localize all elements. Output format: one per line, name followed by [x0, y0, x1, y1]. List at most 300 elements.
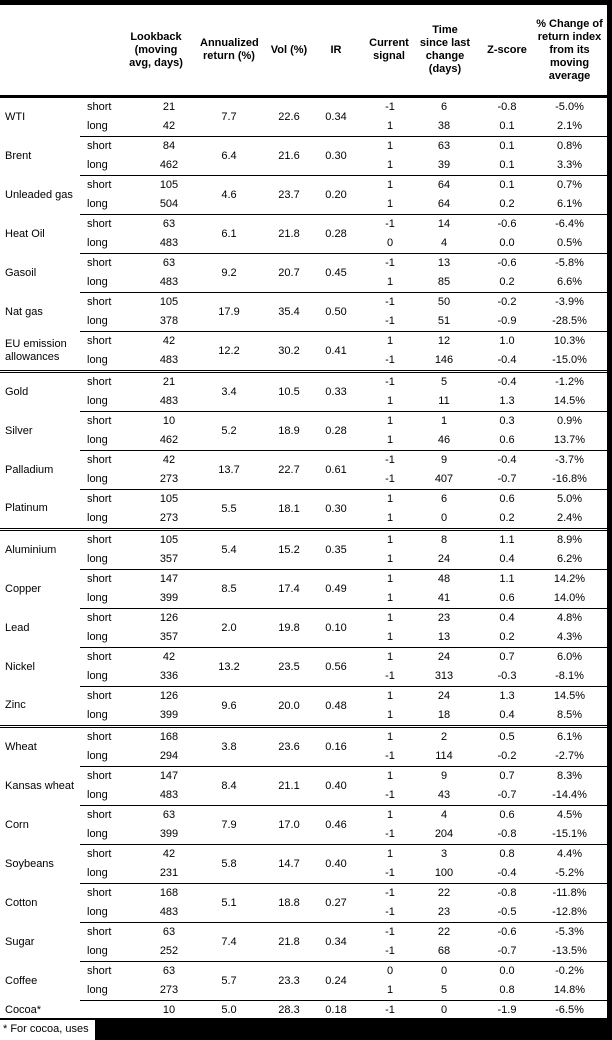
lookback-cell: 84 — [126, 137, 198, 157]
zscore-cell: 0.1 — [499, 159, 515, 171]
ir-cell: 0.28 — [318, 215, 354, 254]
annualized-return-cell: 5.0 — [198, 1001, 260, 1021]
commodity-name-cell: Silver — [5, 424, 33, 437]
zscore-cell: 1.3 — [482, 687, 532, 707]
time-since-change-cell: 48 — [416, 570, 482, 590]
time-since-change-cell: 8 — [416, 530, 482, 551]
lookback-cell: 231 — [159, 867, 179, 879]
vol-cell: 17.0 — [260, 806, 318, 845]
leg-cell: short — [80, 884, 126, 904]
table-row — [0, 332, 607, 352]
signal-cell: 0 — [386, 237, 394, 249]
zscore-cell: 0.2 — [499, 512, 515, 524]
lookback-cell: 105 — [126, 293, 198, 313]
signal-cell: 1 — [354, 570, 416, 590]
commodity-name-cell: Kansas wheat — [5, 779, 75, 792]
header-vol: Vol (%) — [260, 5, 318, 97]
redaction-bar — [95, 1020, 612, 1040]
leg-cell: long — [87, 315, 108, 327]
zscore-cell: 0.4 — [499, 553, 515, 565]
zscore-cell: -0.9 — [497, 315, 517, 327]
time-since-change-cell: 12 — [416, 332, 482, 352]
time-since-change-cell: 0 — [416, 1001, 482, 1021]
pct-change-cell: -2.7% — [555, 750, 584, 762]
lookback-cell: 294 — [159, 750, 179, 762]
signal-cell: -1 — [385, 315, 395, 327]
pct-change-cell: -3.7% — [532, 451, 607, 471]
pct-change-cell: 6.6% — [556, 276, 583, 288]
lookback-cell: 336 — [159, 670, 179, 682]
signal-cell: -1 — [354, 215, 416, 235]
table-row — [0, 412, 607, 432]
pct-change-cell: 8.9% — [532, 530, 607, 551]
signal-cell: 1 — [354, 648, 416, 668]
signal-cell: 1 — [354, 332, 416, 352]
annualized-return-cell: 8.5 — [198, 570, 260, 609]
leg-cell: short — [80, 176, 126, 196]
leg-cell: long — [87, 789, 108, 801]
pct-change-cell: 0.9% — [532, 412, 607, 432]
table-row — [0, 372, 607, 393]
time-since-change-cell: 0 — [440, 512, 448, 524]
time-since-change-cell: 64 — [437, 198, 451, 210]
ir-cell: 0.30 — [318, 137, 354, 176]
zscore-cell: -0.8 — [482, 884, 532, 904]
signal-cell: -1 — [354, 451, 416, 471]
commodity-name-cell: Heat Oil — [5, 227, 45, 240]
vol-cell: 21.8 — [260, 923, 318, 962]
time-since-change-cell: 14 — [416, 215, 482, 235]
ir-cell: 0.50 — [318, 293, 354, 332]
pct-change-cell: 14.8% — [553, 984, 586, 996]
annualized-return-cell: 5.1 — [198, 884, 260, 923]
vol-cell: 10.5 — [260, 372, 318, 412]
vol-cell: 14.7 — [260, 845, 318, 884]
leg-cell: short — [80, 530, 126, 551]
lookback-cell: 21 — [162, 101, 176, 113]
ir-cell: 0.40 — [318, 845, 354, 884]
lookback-cell: 63 — [126, 215, 198, 235]
annualized-return-cell: 4.6 — [198, 176, 260, 215]
commodity-name-cell: Copper — [5, 582, 42, 595]
vol-cell: 20.7 — [260, 254, 318, 293]
zscore-cell: 0.6 — [482, 806, 532, 826]
pct-change-cell: 6.0% — [532, 648, 607, 668]
vol-cell: 21.1 — [260, 767, 318, 806]
table-row — [0, 687, 607, 707]
ir-cell: 0.40 — [318, 767, 354, 806]
zscore-cell: -0.2 — [482, 293, 532, 313]
signal-cell: 1 — [354, 806, 416, 826]
commodity-name-cell: Corn — [5, 818, 29, 831]
pct-change-cell: 4.3% — [556, 631, 583, 643]
pct-change-cell: 14.5% — [532, 687, 607, 707]
time-since-change-cell: 13 — [416, 254, 482, 274]
vol-cell: 35.4 — [260, 293, 318, 332]
ir-cell: 0.35 — [318, 530, 354, 570]
zscore-cell: 1.3 — [499, 395, 515, 407]
vol-cell: 17.4 — [260, 570, 318, 609]
vol-cell: 23.7 — [260, 176, 318, 215]
lookback-cell: 462 — [159, 159, 179, 171]
commodity-name-cell: Soybeans — [5, 857, 54, 870]
vol-cell: 18.8 — [260, 884, 318, 923]
leg-cell: short — [80, 962, 126, 982]
time-since-change-cell: 46 — [437, 434, 451, 446]
leg-cell: long — [87, 553, 108, 565]
time-since-change-cell: 24 — [437, 553, 451, 565]
commodity-name-cell: Unleaded gas — [5, 188, 73, 201]
zscore-cell: -0.6 — [482, 215, 532, 235]
pct-change-cell: 10.3% — [532, 332, 607, 352]
table-row — [0, 176, 607, 196]
time-since-change-cell: 2 — [416, 727, 482, 748]
time-since-change-cell: 63 — [416, 137, 482, 157]
zscore-cell: 0.3 — [482, 412, 532, 432]
zscore-cell: -0.4 — [497, 867, 517, 879]
lookback-cell: 63 — [126, 962, 198, 982]
leg-cell: short — [80, 215, 126, 235]
commodity-name-cell: EU emission allowances — [5, 337, 67, 363]
pct-change-cell: -5.3% — [532, 923, 607, 943]
leg-cell: short — [80, 490, 126, 510]
signal-cell: 1 — [386, 592, 394, 604]
leg-cell: short — [80, 293, 126, 313]
pct-change-cell: -6.5% — [532, 1001, 607, 1021]
signal-cell: 1 — [354, 412, 416, 432]
commodity-name-cell: Wheat — [0, 727, 80, 767]
commodity-name-cell: Cotton — [5, 896, 38, 909]
lookback-cell: 357 — [159, 631, 179, 643]
pct-change-cell: -5.0% — [555, 101, 584, 113]
zscore-cell: 0.5 — [482, 727, 532, 748]
time-since-change-cell: 4 — [416, 806, 482, 826]
pct-change-cell: 0.7% — [532, 176, 607, 196]
header-zscore: Z-score — [482, 5, 532, 97]
zscore-cell: 0.6 — [499, 434, 515, 446]
signal-cell: -1 — [385, 670, 395, 682]
signal-cell: -1 — [385, 354, 395, 366]
lookback-cell: 378 — [159, 315, 179, 327]
table-header — [0, 5, 607, 97]
table-row — [0, 530, 607, 551]
ir-cell: 0.49 — [318, 570, 354, 609]
commodity-name-cell: Brent — [5, 149, 32, 162]
lookback-cell: 399 — [159, 592, 179, 604]
signal-cell: -1 — [385, 101, 395, 113]
zscore-cell: 0.1 — [499, 120, 515, 132]
table-row — [0, 97, 607, 118]
zscore-cell: -0.8 — [497, 101, 517, 113]
pct-change-cell: 8.5% — [556, 709, 583, 721]
leg-cell: long — [87, 120, 108, 132]
time-since-change-cell: 24 — [416, 648, 482, 668]
commodity-name-cell: Nickel — [5, 660, 35, 673]
commodity-name-cell: Platinum — [5, 502, 48, 515]
leg-cell: short — [87, 101, 112, 113]
signal-cell: 1 — [354, 845, 416, 865]
commodity-name-cell: Zinc — [5, 699, 26, 712]
vol-cell: 20.0 — [260, 687, 318, 727]
pct-change-cell: -6.4% — [532, 215, 607, 235]
leg-cell: long — [87, 750, 108, 762]
signal-cell: -1 — [385, 473, 395, 485]
leg-cell: long — [87, 395, 108, 407]
time-since-change-cell: 9 — [416, 767, 482, 787]
leg-cell: long — [87, 670, 108, 682]
time-since-change-cell: 146 — [434, 354, 454, 366]
pct-change-cell: 13.7% — [553, 434, 586, 446]
header-annualized-return: Annualized return (%) — [198, 5, 260, 97]
ir-cell: 0.61 — [318, 451, 354, 490]
time-since-change-cell: 51 — [437, 315, 451, 327]
pct-change-cell: -11.8% — [532, 884, 607, 904]
pct-change-cell: 8.3% — [532, 767, 607, 787]
commodity-name-cell: Sugar — [5, 935, 35, 948]
header-commodity — [0, 5, 80, 97]
signal-cell: 1 — [386, 120, 394, 132]
commodity-name-cell: Aluminium — [0, 530, 80, 570]
lookback-cell: 21 — [126, 372, 198, 393]
leg-cell: long — [87, 276, 108, 288]
signal-cell: -1 — [385, 945, 395, 957]
lookback-cell: 42 — [126, 648, 198, 668]
vol-cell: 18.9 — [260, 412, 318, 451]
pct-change-cell: -5.8% — [532, 254, 607, 274]
annualized-return-cell: 13.7 — [198, 451, 260, 490]
time-since-change-cell: 407 — [434, 473, 454, 485]
leg-cell: short — [80, 806, 126, 826]
pct-change-cell: -3.9% — [532, 293, 607, 313]
commodity-name-cell: Nat gas — [5, 305, 43, 318]
zscore-cell: 0.2 — [499, 198, 515, 210]
lookback-cell: 399 — [159, 828, 179, 840]
header-current-signal: Current signal — [354, 5, 416, 97]
time-since-change-cell: 4 — [440, 237, 448, 249]
ir-cell: 0.20 — [318, 176, 354, 215]
pct-change-cell: -16.8% — [552, 473, 587, 485]
table-row — [0, 451, 607, 471]
time-since-change-cell: 5 — [416, 372, 482, 393]
annualized-return-cell: 5.7 — [198, 962, 260, 1001]
lookback-cell: 42 — [162, 120, 176, 132]
table-row — [0, 215, 607, 235]
lookback-cell: 105 — [126, 530, 198, 551]
zscore-cell: -0.7 — [497, 473, 517, 485]
zscore-cell: 0.7 — [482, 767, 532, 787]
vol-cell: 22.7 — [260, 451, 318, 490]
zscore-cell: -0.2 — [497, 750, 517, 762]
lookback-cell: 105 — [126, 490, 198, 510]
zscore-cell: 0.0 — [482, 962, 532, 982]
lookback-cell: 483 — [159, 276, 179, 288]
signal-cell: 1 — [386, 709, 394, 721]
signal-cell: 1 — [386, 553, 394, 565]
time-since-change-cell: 5 — [440, 984, 448, 996]
time-since-change-cell: 18 — [437, 709, 451, 721]
zscore-cell: 0.2 — [499, 276, 515, 288]
commodity-name-cell: Gasoil — [5, 266, 37, 279]
time-since-change-cell: 39 — [437, 159, 451, 171]
leg-cell: long — [87, 512, 108, 524]
time-since-change-cell: 204 — [434, 828, 454, 840]
signal-cell: -1 — [354, 884, 416, 904]
pct-change-cell: -1.2% — [532, 372, 607, 393]
lookback-cell: 42 — [126, 332, 198, 352]
ir-cell: 0.30 — [318, 490, 354, 530]
table-row — [0, 293, 607, 313]
lookback-cell: 168 — [126, 727, 198, 748]
table-header-row — [0, 5, 607, 97]
annualized-return-cell: 12.2 — [198, 332, 260, 372]
lookback-cell: 273 — [159, 473, 179, 485]
zscore-cell: 0.1 — [482, 137, 532, 157]
lookback-cell: 10 — [126, 412, 198, 432]
signal-cell: 1 — [354, 490, 416, 510]
vol-cell: 23.3 — [260, 962, 318, 1001]
ir-cell: 0.27 — [318, 884, 354, 923]
lookback-cell: 483 — [159, 354, 179, 366]
commodity-name-cell: Cocoa* — [5, 1003, 42, 1016]
commodity-name-cell: Gold — [0, 372, 80, 412]
pct-change-cell: -8.1% — [555, 670, 584, 682]
time-since-change-cell: 313 — [434, 670, 454, 682]
commodity-name-cell: WTI — [5, 110, 26, 123]
table-row — [0, 137, 607, 157]
table-row — [0, 254, 607, 274]
leg-cell: long — [87, 592, 108, 604]
leg-cell: long — [87, 198, 108, 210]
vol-cell: 21.6 — [260, 137, 318, 176]
table-row — [0, 570, 607, 590]
ir-cell: 0.16 — [318, 727, 354, 767]
leg-cell: long — [87, 906, 108, 918]
ir-cell: 0.18 — [318, 1001, 354, 1021]
ir-cell: 0.24 — [318, 962, 354, 1001]
annualized-return-cell: 6.1 — [198, 215, 260, 254]
signal-cell: -1 — [385, 867, 395, 879]
time-since-change-cell: 9 — [416, 451, 482, 471]
vol-cell: 18.1 — [260, 490, 318, 530]
leg-cell: short — [80, 332, 126, 352]
annualized-return-cell: 5.2 — [198, 412, 260, 451]
time-since-change-cell: 100 — [434, 867, 454, 879]
time-since-change-cell: 6 — [440, 101, 448, 113]
zscore-cell: -1.9 — [482, 1001, 532, 1021]
pct-change-cell: 14.0% — [553, 592, 586, 604]
zscore-cell: -0.6 — [482, 923, 532, 943]
header-leg — [80, 5, 126, 97]
time-since-change-cell: 38 — [437, 120, 451, 132]
leg-cell: long — [87, 631, 108, 643]
time-since-change-cell: 114 — [435, 750, 453, 762]
footnote-bar — [0, 1018, 612, 1040]
pct-change-cell: -13.5% — [552, 945, 587, 957]
header-pct-change: % Change of return index from its moving average — [532, 5, 607, 97]
table-row — [0, 806, 607, 826]
signal-cell: -1 — [385, 828, 395, 840]
signal-cell: 1 — [354, 727, 416, 748]
leg-cell: short — [80, 648, 126, 668]
signal-cell: 1 — [386, 434, 394, 446]
leg-cell: long — [87, 159, 108, 171]
pct-change-cell: 0.5% — [556, 237, 583, 249]
leg-cell: long — [87, 709, 108, 721]
lookback-cell: 483 — [159, 237, 179, 249]
zscore-cell: 0.0 — [499, 237, 515, 249]
zscore-cell: 0.4 — [499, 709, 515, 721]
time-since-change-cell: 43 — [437, 789, 451, 801]
pct-change-cell: 2.4% — [556, 512, 583, 524]
pct-change-cell: 4.5% — [532, 806, 607, 826]
lookback-cell: 357 — [159, 553, 179, 565]
pct-change-cell: 0.8% — [532, 137, 607, 157]
ir-cell: 0.28 — [318, 412, 354, 451]
leg-cell: short — [80, 727, 126, 748]
time-since-change-cell: 22 — [416, 923, 482, 943]
time-since-change-cell: 68 — [437, 945, 451, 957]
signal-cell: -1 — [385, 789, 395, 801]
signal-cell: -1 — [354, 1001, 416, 1021]
table-row — [0, 962, 607, 982]
table-row — [0, 609, 607, 629]
signal-cell: 0 — [354, 962, 416, 982]
signal-cell: -1 — [354, 372, 416, 393]
signal-cell: -1 — [354, 923, 416, 943]
annualized-return-cell: 9.2 — [198, 254, 260, 293]
time-since-change-cell: 6 — [416, 490, 482, 510]
lookback-cell: 126 — [126, 687, 198, 707]
leg-cell: long — [87, 984, 108, 996]
time-since-change-cell: 1 — [416, 412, 482, 432]
zscore-cell: -0.4 — [482, 372, 532, 393]
pct-change-cell: 6.1% — [532, 727, 607, 748]
annualized-return-cell: 5.8 — [198, 845, 260, 884]
signal-cell: -1 — [385, 750, 395, 762]
signal-cell: -1 — [385, 906, 395, 918]
leg-cell: long — [87, 828, 108, 840]
zscore-cell: 0.6 — [482, 490, 532, 510]
time-since-change-cell: 23 — [416, 609, 482, 629]
vol-cell: 23.6 — [260, 727, 318, 767]
leg-cell: long — [87, 237, 108, 249]
vol-cell: 28.3 — [260, 1001, 318, 1021]
lookback-cell: 42 — [126, 845, 198, 865]
signal-cell: 1 — [386, 198, 394, 210]
signal-cell: 1 — [354, 609, 416, 629]
leg-cell: long — [87, 945, 108, 957]
leg-cell: long — [87, 354, 108, 366]
commodity-name-cell: Lead — [5, 621, 30, 634]
ir-cell: 0.33 — [318, 372, 354, 412]
zscore-cell: 1.1 — [482, 570, 532, 590]
lookback-cell: 483 — [159, 395, 179, 407]
lookback-cell: 63 — [126, 923, 198, 943]
leg-cell: short — [80, 609, 126, 629]
zscore-cell: 1.0 — [482, 332, 532, 352]
annualized-return-cell: 7.9 — [198, 806, 260, 845]
leg-cell: long — [87, 867, 108, 879]
leg-cell: short — [80, 137, 126, 157]
annualized-return-cell: 5.5 — [198, 490, 260, 530]
lookback-cell: 147 — [126, 570, 198, 590]
zscore-cell: -0.6 — [482, 254, 532, 274]
time-since-change-cell: 13 — [437, 631, 451, 643]
pct-change-cell: 6.2% — [556, 553, 583, 565]
pct-change-cell: 5.0% — [532, 490, 607, 510]
zscore-cell: 0.4 — [482, 609, 532, 629]
signal-cell: 1 — [386, 395, 394, 407]
